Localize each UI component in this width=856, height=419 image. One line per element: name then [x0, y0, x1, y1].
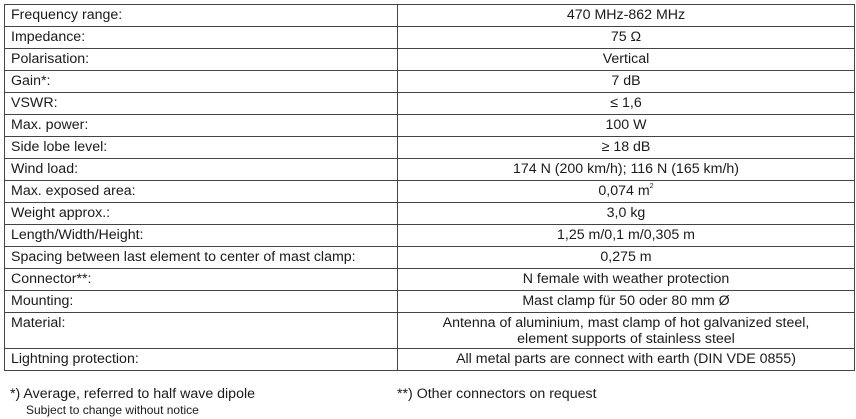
- spec-value: ≤ 1,6: [398, 93, 855, 115]
- spec-row-max-exposed-area: [5, 181, 855, 203]
- spec-label: Spacing between last element to center of mast clamp:: [5, 247, 398, 269]
- spec-value: 7 dB: [398, 71, 855, 93]
- spec-row-max-power: [5, 115, 855, 137]
- spec-value: [398, 181, 855, 203]
- spec-label: Max. exposed area:: [5, 181, 398, 203]
- spec-label: Frequency range:: [5, 5, 398, 27]
- spec-value: 470 MHz-862 MHz: [398, 5, 855, 27]
- spec-value-text: 0,074 m: [598, 183, 650, 199]
- spec-label: Max. power:: [5, 115, 398, 137]
- spec-label: Lightning protection:: [5, 349, 398, 371]
- spec-row-gain: [5, 71, 855, 93]
- spec-label: Gain*:: [5, 71, 398, 93]
- spec-row-mounting: [5, 291, 855, 313]
- spec-label: Impedance:: [5, 27, 398, 49]
- spec-value: 0,275 m: [398, 247, 855, 269]
- spec-value: ≥ 18 dB: [398, 137, 855, 159]
- spec-value: 100 W: [398, 115, 855, 137]
- spec-row-dimensions: [5, 225, 855, 247]
- spec-value: 75 Ω: [398, 27, 855, 49]
- spec-value: N female with weather protection: [398, 269, 855, 291]
- spec-value-line: Antenna of aluminium, mast clamp of hot galvanized steel,: [442, 315, 810, 331]
- footnote-subject-to-change: Subject to change without notice: [26, 403, 199, 417]
- spec-row-material: [5, 313, 855, 349]
- spec-row-lightning-protection: [5, 349, 855, 371]
- spec-label: Polarisation:: [5, 49, 398, 71]
- spec-row-polarisation: [5, 49, 855, 71]
- spec-row-spacing: [5, 247, 855, 269]
- spec-label: VSWR:: [5, 93, 398, 115]
- footnote-other-connectors: **) Other connectors on request: [397, 386, 597, 402]
- spec-value: 1,25 m/0,1 m/0,305 m: [398, 225, 855, 247]
- footnote-average-gain: *) Average, referred to half wave dipole: [10, 386, 256, 402]
- spec-row-vswr: [5, 93, 855, 115]
- spec-row-connector: [5, 269, 855, 291]
- spec-row-weight: [5, 203, 855, 225]
- spec-value: Vertical: [398, 49, 855, 71]
- spec-row-side-lobe-level: [5, 137, 855, 159]
- spec-value: Mast clamp für 50 oder 80 mm Ø: [398, 291, 855, 313]
- spec-value: 3,0 kg: [398, 203, 855, 225]
- specification-table: [4, 4, 855, 371]
- spec-label: Mounting:: [5, 291, 398, 313]
- spec-row-impedance: [5, 27, 855, 49]
- spec-value-line: element supports of stainless steel: [517, 331, 735, 347]
- spec-value: [398, 313, 855, 349]
- spec-row-wind-load: [5, 159, 855, 181]
- spec-row-frequency-range: [5, 5, 855, 27]
- spec-label: Wind load:: [5, 159, 398, 181]
- spec-label: Material:: [5, 313, 398, 349]
- spec-label: Length/Width/Height:: [5, 225, 398, 247]
- spec-value: 174 N (200 km/h); 116 N (165 km/h): [398, 159, 855, 181]
- spec-label: Connector**:: [5, 269, 398, 291]
- spec-value: All metal parts are connect with earth (DIN VDE 0855): [398, 349, 855, 371]
- spec-label: Side lobe level:: [5, 137, 398, 159]
- superscript-unit: 2: [649, 183, 654, 190]
- spec-label: Weight approx.:: [5, 203, 398, 225]
